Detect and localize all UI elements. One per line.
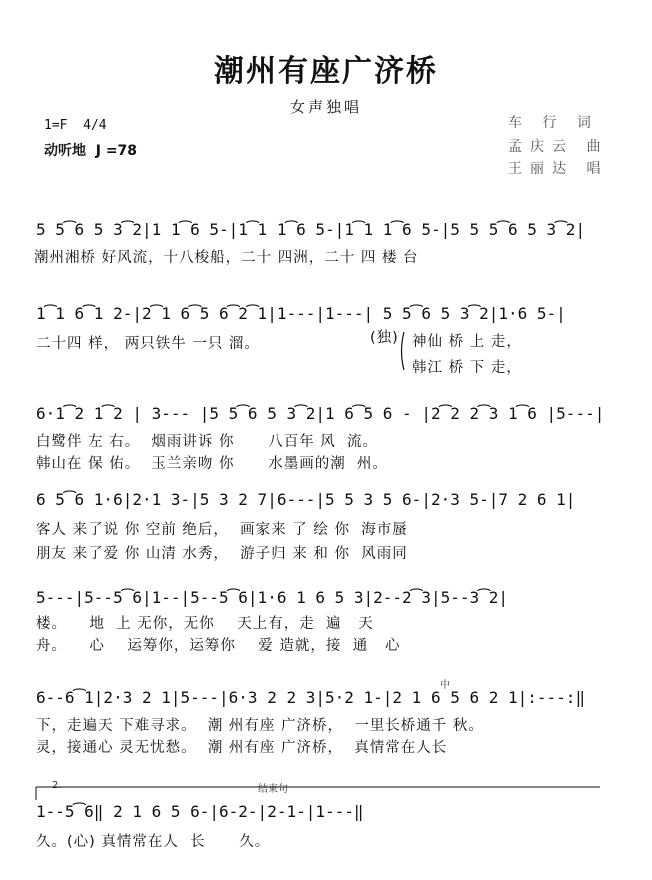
credit-singer: 王丽达 唱 — [508, 161, 609, 177]
verse-brace — [402, 332, 405, 370]
lyrics-row-5a: 楼。 地 上 无你，无你 天上有，走 遍 天 — [36, 616, 374, 632]
middle-mark: 中 — [440, 680, 450, 691]
lyrics-row-2a: 二十四 样， 两只铁牛 一只 溜。 — [36, 336, 260, 352]
lyrics-row-2c: 韩江 桥 下 走， — [412, 360, 522, 376]
key-signature: 1=F 4/4 — [44, 118, 107, 133]
lyrics-row-7: 久。(心) 真情常在人 长 久。 — [36, 834, 271, 850]
notation-row-1: 5 5͡6 5 3͡2|1 1͡6 5-|1͡1 1͡6 5-|1͡1 1͡6 5-|5 5 5͡6 5 3͡2| — [36, 220, 586, 239]
notation-row-3: 6·1͡2 1͡2 | 3--- |5 5͡6 5 3͡2|1 6͡5 6 - |2͡2 2͡3 1͡6 |5---| — [36, 404, 605, 423]
credit-composer: 孟庆云 曲 — [508, 139, 609, 155]
lyrics-row-3b: 韩山在 保 佑。 玉兰亲吻 你 水墨画的潮 州。 — [36, 456, 388, 472]
notation-row-5: 5---|5--5͡6|1--|5--5͡6|1·6 1 6 5 3|2--2͡3|5--3͡2| — [36, 588, 509, 607]
notation-row-7: 1--5͡6‖ 2 1 6 5 6-|6-2-|2-1-|1---‖ — [36, 802, 364, 821]
lyrics-row-6a: 下，走遍天 下难寻求。 潮 州有座 广济桥， 一里长桥通千 秋。 — [36, 718, 484, 734]
credit-lyricist: 车 行 词 — [508, 115, 599, 131]
tempo-marking: 动听地 J =78 — [44, 143, 138, 159]
lyrics-row-2b: 神仙 桥 上 走， — [412, 334, 522, 350]
notation-row-6: 6--6͡1|2·3 2 1|5---|6·3 2 2 3|5·2 1-|2 1 6 5 6 2 1|:---:‖ — [36, 688, 586, 707]
volta-number: 2. — [52, 780, 62, 791]
song-subtitle: 女声独唱 — [289, 98, 362, 116]
solo-mark: (独) — [370, 330, 399, 346]
lyrics-row-4b: 朋友 来了爱 你 山清 水秀， 游子归 来 和 你 风雨同 — [36, 546, 408, 562]
song-title: 潮州有座广济桥 — [214, 54, 438, 89]
notation-row-4: 6 5͡6 1·6|2·1 3-|5 3 2 7|6---|5 5 3 5 6-|2·3 5-|7 2 6 1| — [36, 490, 576, 509]
notation-row-2: 1͡1 6͡1 2-|2͡1 6͡5 6͡2͡1|1---|1---| 5 5͡6 5 3͡2|1·6 5-| — [36, 304, 566, 323]
lyrics-row-3a: 白鹭伴 左 右。 烟雨讲诉 你 八百年 风 流。 — [36, 434, 379, 450]
lyrics-row-1: 潮州湘桥 好风流，十八梭船，二十 四洲，二十 四 楼 台 — [34, 250, 419, 266]
lyrics-row-5b: 舟。 心 运筹你，运筹你 爱 造就，接 通 心 — [36, 638, 401, 654]
ending-label: 结束句 — [258, 784, 288, 795]
lyrics-row-6b: 灵，接通心 灵无忧愁。 潮 州有座 广济桥， 真情常在人长 — [36, 740, 448, 756]
lyrics-row-4a: 客人 来了说 你 空前 绝后， 画家来 了 绘 你 海市蜃 — [36, 522, 408, 538]
